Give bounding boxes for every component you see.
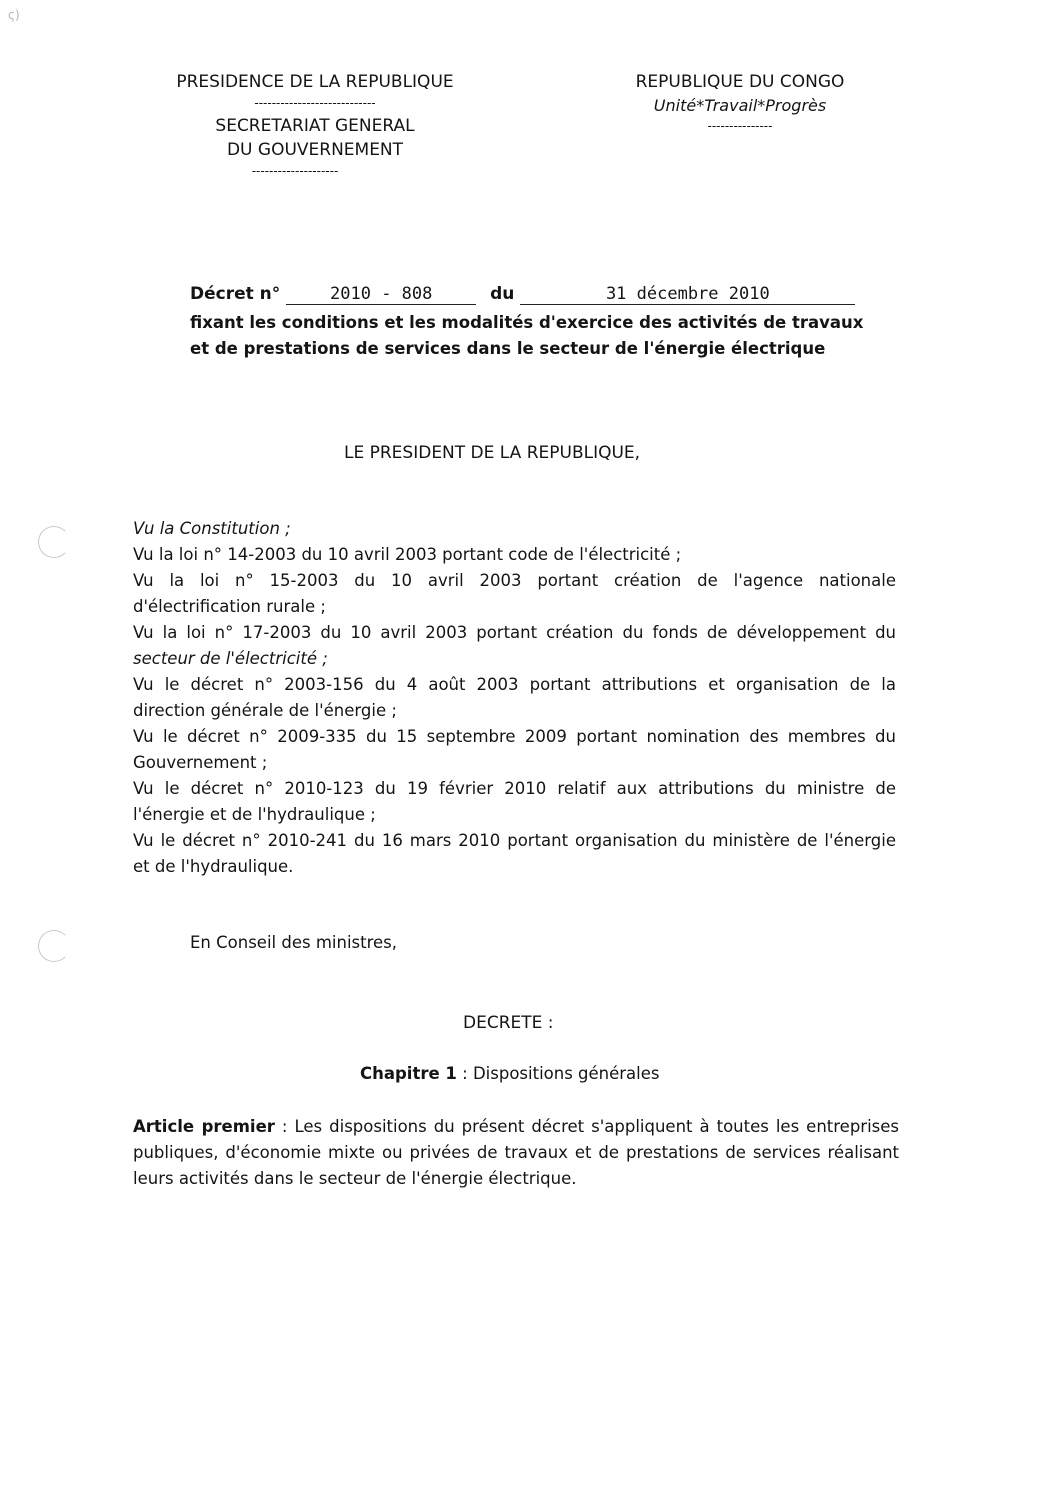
motto: Unité*Travail*Progrès [653,96,827,115]
decree-number: 2010 - 808 [286,284,476,305]
visa-line: et de l'hydraulique. [133,857,294,876]
visa-line: Vu le décret n° 2003-156 du 4 août 2003 portant attributions et organisation de la [133,675,896,694]
article-text: : Les dispositions du présent décret s'appliquent à toutes les entreprises publiques, d'économie mixte ou privées de travaux et de prestations de services réalisant leurs activités dans le secteur de l'énergie électrique. [133,1117,900,1188]
visa-line: Vu la loi n° 15-2003 du 10 avril 2003 portant création de l'agence nationale [133,571,896,590]
visa-line: Gouvernement ; [133,753,268,772]
header-right-divider: --------------- [707,119,773,133]
header-left-divider-1: ---------------------------- [254,96,376,110]
chapter-title: : Dispositions générales [462,1064,660,1083]
decree-prefix: Décret n° [190,284,281,304]
visas-block [133,516,896,880]
decrete-heading: DECRETE : [463,1013,554,1033]
visa-line: Vu la loi n° 17-2003 du 10 avril 2003 portant création du fonds de développement du [133,623,896,642]
secretariat-title: SECRETARIAT GENERAL [215,116,415,136]
republique-title: REPUBLIQUE DU CONGO [635,72,845,92]
decree-line [190,284,855,305]
punch-hole-top [38,526,70,558]
visa-line: Vu le décret n° 2010-241 du 16 mars 2010 portant organisation du ministère de l'énergie [133,831,896,850]
visa-line: Vu la Constitution ; [133,519,291,538]
visa-line: Vu le décret n° 2010-123 du 19 février 2010 relatif aux attributions du ministre de [133,779,896,798]
decree-du: du [490,284,515,304]
visa-line: secteur de l'électricité ; [133,649,328,668]
article-premier [133,1114,899,1192]
decree-subtitle-line-1: fixant les conditions et les modalités d'exercice des activités de travaux [190,313,864,332]
header-left [140,72,490,178]
decree-date: 31 décembre 2010 [520,284,855,305]
visa-line: Vu la loi n° 14-2003 du 10 avril 2003 portant code de l'électricité ; [133,545,682,564]
scan-mark: ς) [8,8,20,22]
visa-line: d'électrification rurale ; [133,597,326,616]
presidence-title: PRESIDENCE DE LA REPUBLIQUE [176,72,454,92]
council-line: En Conseil des ministres, [190,933,398,952]
header-right [600,72,880,133]
gouvernement-title: DU GOUVERNEMENT [226,140,404,160]
visa-line: l'énergie et de l'hydraulique ; [133,805,376,824]
chapter-heading [360,1064,660,1083]
president-heading: LE PRESIDENT DE LA REPUBLIQUE, [344,443,641,463]
chapter-label: Chapitre 1 [360,1064,457,1083]
article-label: Article premier [133,1117,275,1136]
punch-hole-bottom [38,930,70,962]
decree-subtitle [190,310,863,362]
header-left-divider-2: -------------------- [251,164,339,178]
visa-line: Vu le décret n° 2009-335 du 15 septembre 2009 portant nomination des membres du [133,727,896,746]
decree-subtitle-line-2: et de prestations de services dans le secteur de l'énergie électrique [190,339,826,358]
visa-line: direction générale de l'énergie ; [133,701,397,720]
